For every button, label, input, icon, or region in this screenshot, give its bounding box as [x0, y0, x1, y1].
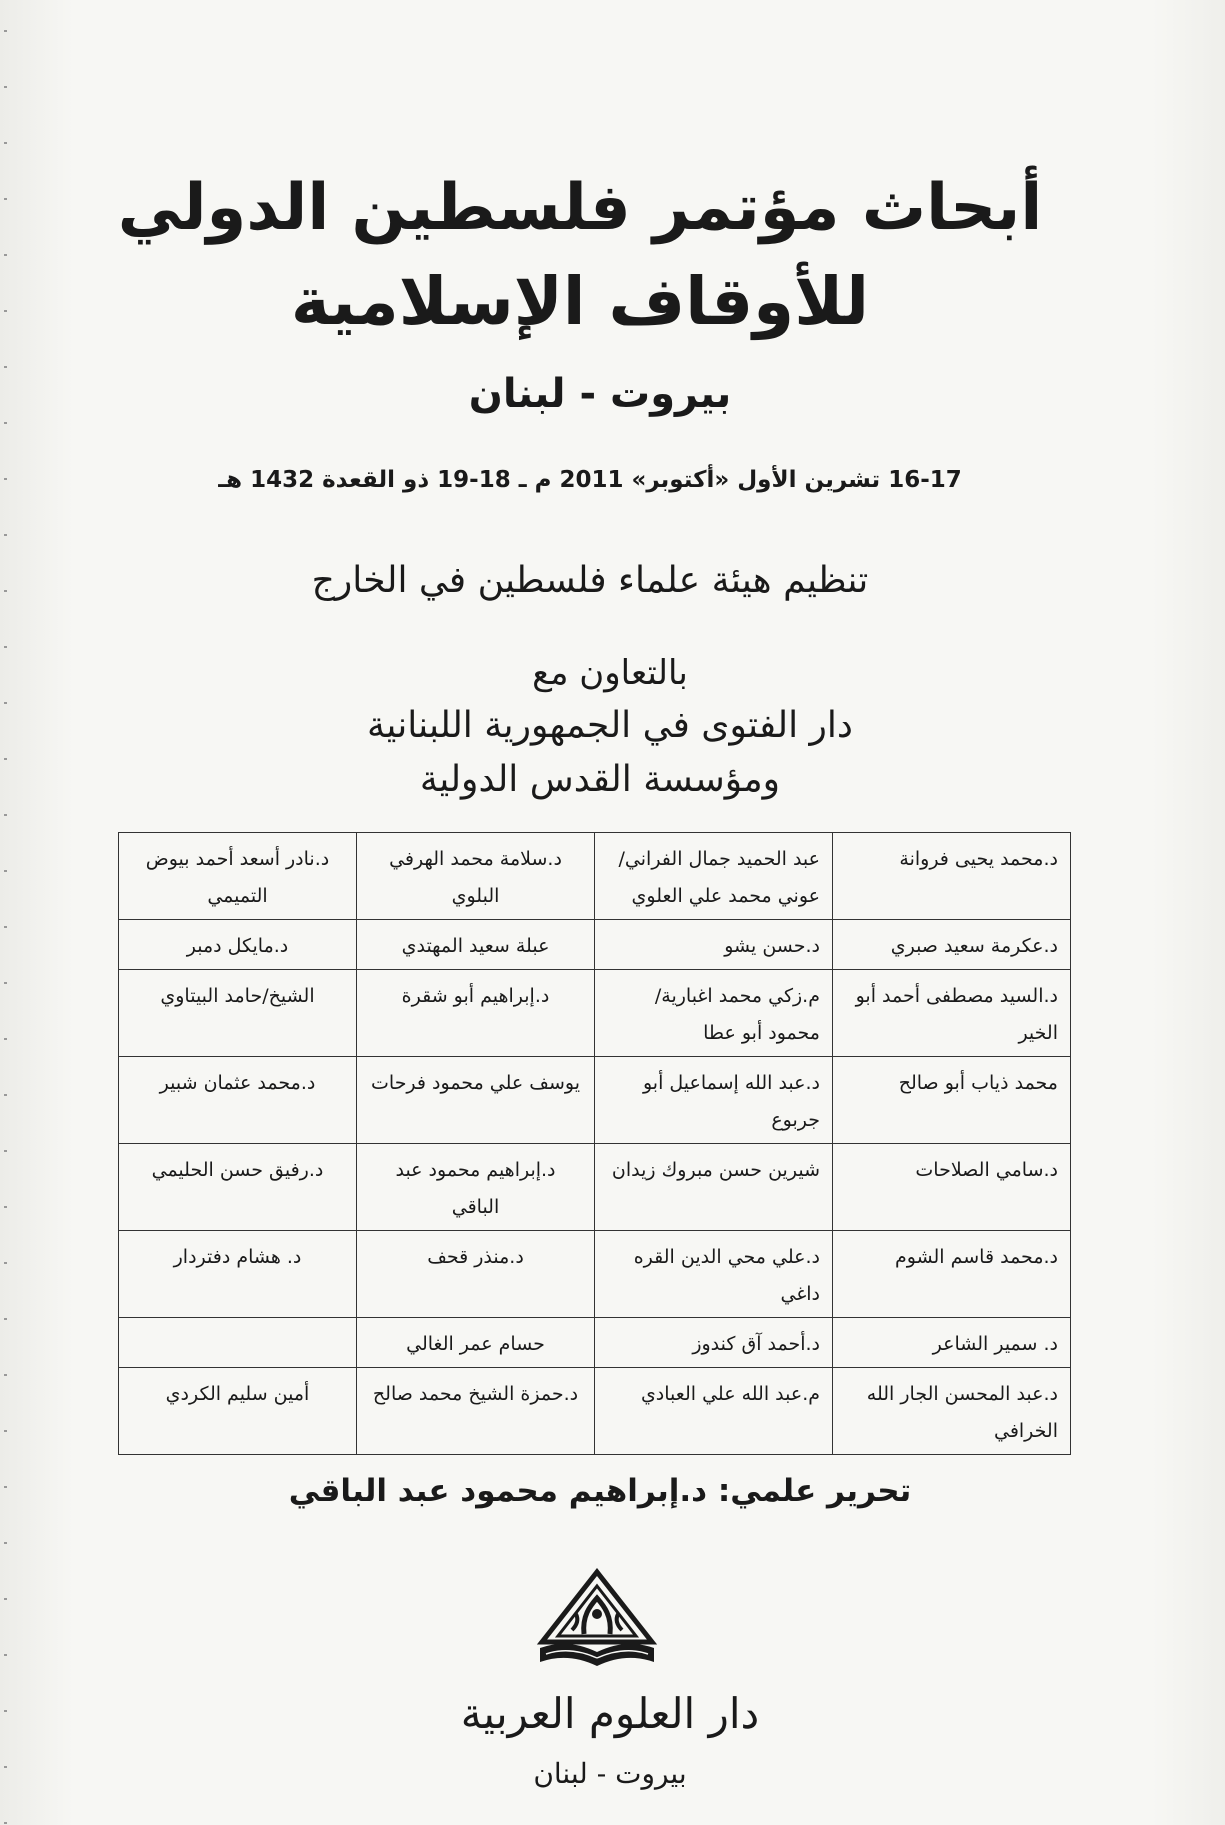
binding-mark: [4, 254, 7, 256]
contributor-name-cell: د.إبراهيم أبو شقرة: [357, 970, 595, 1057]
binding-mark: [4, 142, 7, 144]
contributors-row: [119, 1368, 1071, 1455]
contributor-name-cell: أمين سليم الكردي: [119, 1368, 357, 1455]
binding-mark: [4, 422, 7, 424]
binding-mark: [4, 702, 7, 704]
binding-mark: [4, 1654, 7, 1656]
contributor-name-cell: د.سلامة محمد الهرفي البلوي: [357, 833, 595, 920]
contributors-row: [119, 1318, 1071, 1368]
binding-mark: [4, 590, 7, 592]
binding-mark: [4, 1430, 7, 1432]
binding-mark: [4, 814, 7, 816]
binding-mark: [4, 1710, 7, 1712]
contributors-row: [119, 1231, 1071, 1318]
contributors-row: [119, 970, 1071, 1057]
contributor-name-cell: د.حمزة الشيخ محمد صالح: [357, 1368, 595, 1455]
contributor-name-cell: د. سمير الشاعر: [833, 1318, 1071, 1368]
contributor-name-cell: د.أحمد آق كندوز: [595, 1318, 833, 1368]
binding-mark: [4, 86, 7, 88]
binding-mark: [4, 1206, 7, 1208]
binding-mark: [4, 366, 7, 368]
contributor-name-cell: د.رفيق حسن الحليمي: [119, 1144, 357, 1231]
contributor-name-cell: د.إبراهيم محمود عبد الباقي: [357, 1144, 595, 1231]
contributor-name-cell: د.نادر أسعد أحمد بيوض التميمي: [119, 833, 357, 920]
binding-mark: [4, 1374, 7, 1376]
binding-mark: [4, 1150, 7, 1152]
binding-mark: [4, 1486, 7, 1488]
page-edge-binding-marks: [0, 0, 14, 1825]
contributor-name-cell: د.محمد يحيى فروانة: [833, 833, 1071, 920]
publisher-name: دار العلوم العربية: [460, 1689, 760, 1738]
contributor-name-cell: [119, 1318, 357, 1368]
contributors-table: [118, 832, 1071, 1455]
publisher-city: بيروت - لبنان: [533, 1757, 687, 1790]
binding-mark: [4, 1038, 7, 1040]
binding-mark: [4, 1822, 7, 1824]
contributor-name-cell: د.محمد قاسم الشوم: [833, 1231, 1071, 1318]
contributor-name-cell: يوسف علي محمود فرحات: [357, 1057, 595, 1144]
contributors-row: [119, 833, 1071, 920]
contributor-name-cell: محمد ذياب أبو صالح: [833, 1057, 1071, 1144]
binding-mark: [4, 198, 7, 200]
binding-mark: [4, 758, 7, 760]
book-title-line-1: أبحاث مؤتمر فلسطين الدولي: [117, 171, 1043, 245]
contributor-name-cell: د.عبد المحسن الجار الله الخرافي: [833, 1368, 1071, 1455]
contributor-name-cell: د.عكرمة سعيد صبري: [833, 920, 1071, 970]
binding-mark: [4, 30, 7, 32]
contributor-name-cell: عبلة سعيد المهتدي: [357, 920, 595, 970]
contributor-name-cell: م.زكي محمد اغبارية/ محمود أبو عطا: [595, 970, 833, 1057]
contributors-row: [119, 1144, 1071, 1231]
binding-mark: [4, 1542, 7, 1544]
binding-mark: [4, 1766, 7, 1768]
contributor-name-cell: عبد الحميد جمال الفراني/عوني محمد علي العلوي: [595, 833, 833, 920]
contributor-name-cell: د.محمد عثمان شبير: [119, 1057, 357, 1144]
cooperation-intro: بالتعاون مع: [532, 653, 688, 693]
partner-al-quds-foundation: ومؤسسة القدس الدولية: [419, 759, 781, 800]
binding-mark: [4, 310, 7, 312]
contributor-name-cell: د. هشام دفتردار: [119, 1231, 357, 1318]
organizer-line: تنظيم هيئة علماء فلسطين في الخارج: [311, 560, 869, 601]
binding-mark: [4, 1318, 7, 1320]
binding-mark: [4, 534, 7, 536]
scientific-editor: تحرير علمي: د.إبراهيم محمود عبد الباقي: [288, 1473, 912, 1509]
contributor-name-cell: د.حسن يشو: [595, 920, 833, 970]
contributor-name-cell: د.منذر قحف: [357, 1231, 595, 1318]
contributor-name-cell: الشيخ/حامد البيتاوي: [119, 970, 357, 1057]
contributor-name-cell: حسام عمر الغالي: [357, 1318, 595, 1368]
contributor-name-cell: شيرين حسن مبروك زيدان: [595, 1144, 833, 1231]
contributor-name-cell: د.مايكل دمبر: [119, 920, 357, 970]
contributors-row: [119, 1057, 1071, 1144]
binding-mark: [4, 1598, 7, 1600]
contributor-name-cell: د.علي محي الدين القره داغي: [595, 1231, 833, 1318]
conference-location: بيروت - لبنان: [468, 371, 732, 417]
binding-mark: [4, 926, 7, 928]
binding-mark: [4, 870, 7, 872]
conference-dates: 16-17 تشرين الأول «أكتوبر» 2011 م ـ 18-19 ذو القعدة 1432 هـ: [218, 467, 962, 493]
contributor-name-cell: د.السيد مصطفى أحمد أبو الخير: [833, 970, 1071, 1057]
contributor-name-cell: د.سامي الصلاحات: [833, 1144, 1071, 1231]
partner-dar-al-fatwa: دار الفتوى في الجمهورية اللبنانية: [367, 705, 853, 746]
contributors-row: [119, 920, 1071, 970]
contributor-name-cell: م.عبد الله علي العبادي: [595, 1368, 833, 1455]
binding-mark: [4, 1094, 7, 1096]
binding-mark: [4, 982, 7, 984]
book-title-line-2: للأوقاف الإسلامية: [290, 263, 870, 340]
publisher-book-logo-icon: [532, 1568, 662, 1678]
binding-mark: [4, 1262, 7, 1264]
binding-mark: [4, 478, 7, 480]
binding-mark: [4, 646, 7, 648]
contributor-name-cell: د.عبد الله إسماعيل أبو جربوع: [595, 1057, 833, 1144]
